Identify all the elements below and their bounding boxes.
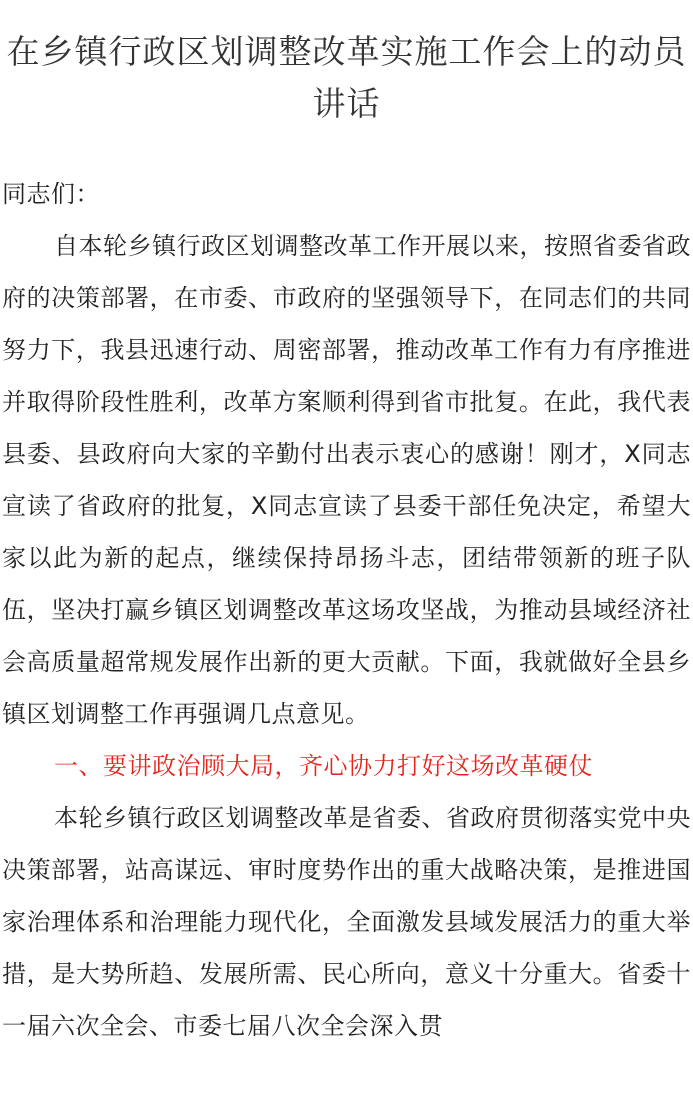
document-title: 在乡镇行政区划调整改革实施工作会上的动员讲话: [6, 32, 687, 123]
salutation: 同志们：: [2, 180, 100, 208]
section-paragraph: 本轮乡镇行政区划调整改革是省委、省政府贯彻落实党中央决策部署，站高谋远、审时度势作出的重大战略决策，是推进国家治理体系和治理能力现代化，全面激发县域发展活力的重大举措，是大势所趋、发展所需、民心所向，意义十分重大。省委十一届六次全会、市委七届八次全会深入贯: [2, 804, 691, 1040]
document-body: [0, 168, 693, 1052]
section-heading: 一、要讲政治顾大局，齐心协力打好这场改革硬仗: [54, 752, 593, 780]
intro-paragraph: 自本轮乡镇行政区划调整改革工作开展以来，按照省委省政府的决策部署，在市委、市政府的坚强领导下，在同志们的共同努力下，我县迅速行动、周密部署，推动改革工作有力有序推进并取得阶段性胜利，改革方案顺利得到省市批复。在此，我代表县委、县政府向大家的辛勤付出表示衷心的感谢！刚才，X同志宣读了省政府的批复，X同志宣读了县委干部任免决定，希望大家以此为新的起点，继续保持昂扬斗志，团结带领新的班子队伍，坚决打赢乡镇区划调整改革这场攻坚战，为推动县域经济社会高质量超常规发展作出新的更大贡献。下面，我就做好全县乡镇区划调整工作再强调几点意见。: [2, 232, 691, 728]
